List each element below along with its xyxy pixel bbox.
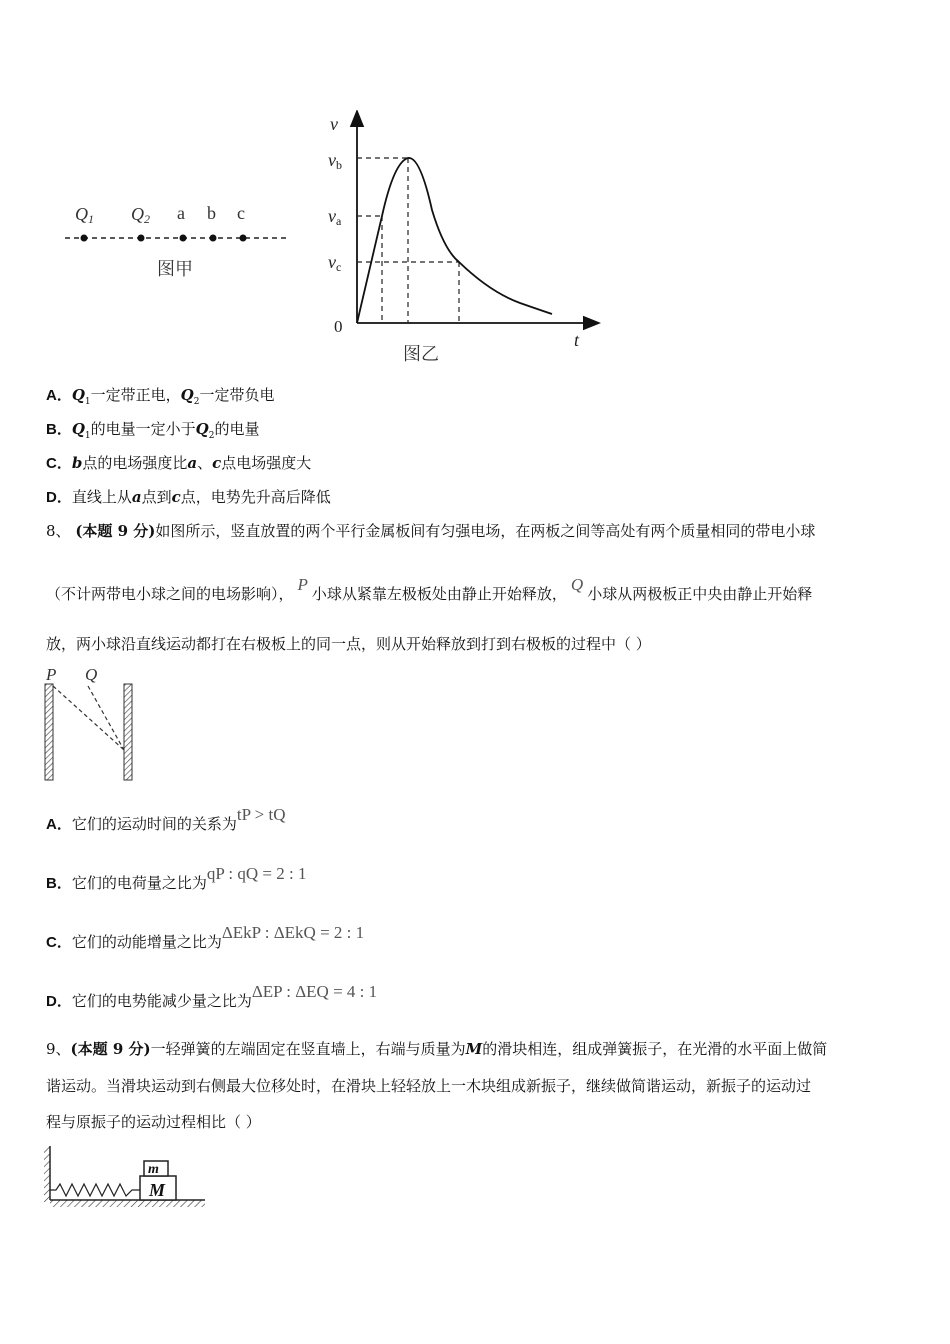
spring: [50, 1184, 140, 1196]
x-axis-label: t: [574, 330, 580, 350]
q7-option-a: A．$Q_1$一定带正电，$Q_2$一定带负电: [46, 386, 275, 407]
label-p: P: [46, 665, 57, 684]
label-m: m: [148, 1162, 159, 1177]
q8-option-c: C．它们的动能增量之比为ΔEkP : ΔEkQ = 2 : 1: [46, 923, 365, 951]
right-plate: [124, 684, 132, 780]
q8-option-a: A．它们的运动时间的关系为tP > tQ: [46, 805, 286, 833]
q8-option-d: D．它们的电势能减少量之比为ΔEP : ΔEQ = 4 : 1: [46, 982, 378, 1010]
q7-option-b: B．$Q_1$的电量一定小于$Q_2$的电量: [46, 420, 260, 441]
q9-line-2: 谐运动。当滑块运动到右侧最大位移处时，在滑块上轻轻放上一木块组成新振子，继续做简谐运动，新振子的运动过: [46, 1077, 812, 1095]
q9-line-1: 9、(本题 9 分)一轻弹簧的左端固定在竖直墙上，右端与质量为M的滑块相连，组成弹簧振子，在光滑的水平面上做简: [46, 1040, 828, 1058]
point-a: [180, 235, 187, 242]
point-q1: [81, 235, 88, 242]
label-vc: vc: [328, 252, 342, 274]
q8-line-3: 放，两小球沿直线运动都打在右极板上的同一点，则从开始释放到打到右极板的过程中（ ）: [46, 635, 651, 653]
velocity-curve: [357, 158, 552, 323]
label-vb: vb: [328, 150, 342, 172]
caption-jia: 图甲: [157, 259, 193, 279]
figure-yi: [320, 110, 610, 375]
q7-option-c: C．b点的电场强度比a、c点电场强度大: [46, 454, 312, 472]
label-va: va: [328, 206, 342, 228]
figure-plates: [40, 662, 150, 787]
floor: [50, 1200, 205, 1207]
origin-label: 0: [334, 317, 343, 336]
y-axis-label: v: [330, 114, 338, 134]
label-q2: Q2: [131, 204, 150, 226]
point-q2: [138, 235, 145, 242]
q7-option-d: D．直线上从a点到c点，电势先升高后降低: [46, 488, 331, 506]
label-a: a: [177, 203, 185, 223]
label-c: c: [237, 203, 245, 223]
figure-spring: [40, 1142, 210, 1212]
left-plate: [45, 684, 53, 780]
label-M: M: [149, 1180, 166, 1200]
q8-option-b: B．它们的电荷量之比为qP : qQ = 2 : 1: [46, 864, 307, 892]
point-c: [240, 235, 247, 242]
q9-line-3: 程与原振子的运动过程相比（ ）: [46, 1113, 261, 1131]
caption-yi: 图乙: [403, 344, 439, 364]
q8-line-2: （不计两带电小球之间的电场影响）， P 小球从紧靠左极板处由静止开始释放， Q 小球从两极板正中央由静止开始释: [46, 575, 813, 603]
label-q: Q: [85, 665, 98, 684]
label-b: b: [207, 203, 216, 223]
q8-line-1: 8、 (本题 9 分)如图所示，竖直放置的两个平行金属板间有匀强电场，在两板之间等高处有两个质量相同的带电小球: [46, 522, 816, 540]
wall: [44, 1146, 50, 1202]
figure-jia: [55, 195, 305, 285]
label-q1: Q1: [75, 204, 94, 226]
point-b: [210, 235, 217, 242]
